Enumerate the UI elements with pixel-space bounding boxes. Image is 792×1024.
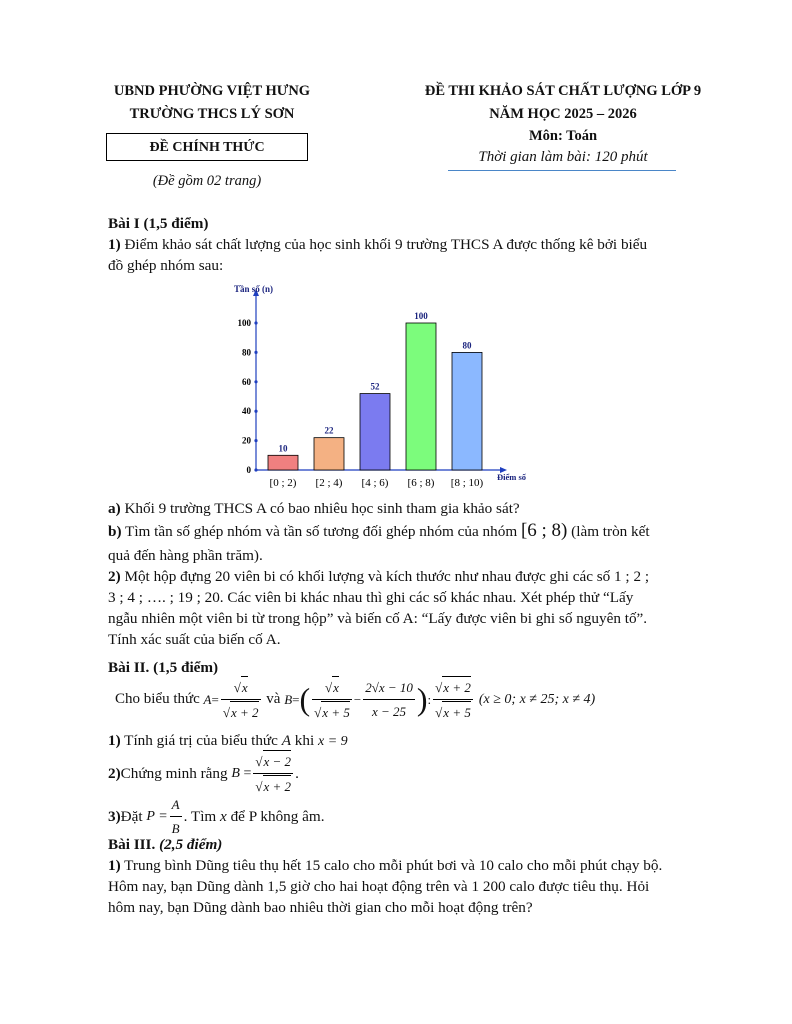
expr-A-num: x — [241, 676, 248, 698]
bar-0 — [268, 455, 298, 470]
bai2-q2-num: 2) — [108, 764, 121, 782]
header-rule — [448, 170, 676, 171]
bai2-and: và — [266, 690, 281, 707]
bai1-q2-text1: Một hộp đựng 20 viên bi có khối lượng và kích thước như nhau được ghi các số 1 ; 2 ; — [120, 568, 650, 585]
x-tick-label: [4 ; 6) — [361, 477, 389, 489]
bai2-q2-text: Chứng minh rằng — [120, 764, 228, 782]
bar-value-label: 52 — [370, 381, 380, 392]
expr-A-fraction — [221, 676, 261, 723]
bai1-a-label: a) — [108, 500, 121, 517]
expr-B2-num: 2√x − 10 — [363, 677, 415, 700]
bar-2 — [360, 394, 390, 470]
bai1-q1-num: 1) — [108, 236, 121, 253]
bai3-q1-line2: Hôm nay, bạn Dũng dành 1,5 giờ cho hai hoạt động trên và 1 200 calo được tiêu thụ. Hỏi — [108, 878, 650, 895]
bai3-q1-line1 — [108, 855, 700, 876]
expr-A-name: A — [203, 691, 212, 707]
x-tick-label: [6 ; 8) — [407, 477, 435, 489]
bai2-q2-fraction — [253, 750, 293, 797]
pages-note: (Đề gồm 02 trang) — [152, 173, 262, 189]
bai1-b — [108, 520, 700, 542]
bai1-q1-text1: Điểm khảo sát chất lượng của học sinh khối 9 trường THCS A được thống kê bởi biểu — [120, 236, 648, 253]
x-tick-label: [8 ; 10) — [450, 477, 484, 489]
expr-B-frac1 — [312, 676, 352, 723]
x-tick-label: [0 ; 2) — [269, 477, 297, 489]
bai2-q2-B: B — [231, 765, 240, 781]
bai1-a — [108, 498, 700, 519]
bai2-q2-num-expr: x − 2 — [263, 750, 292, 772]
bai1-a-text: Khối 9 trường THCS A có bao nhiêu học sinh tham gia khảo sát? — [120, 500, 520, 517]
y-tick-mark — [254, 468, 257, 471]
y-tick-label: 60 — [242, 376, 251, 387]
bai2-q1-when: khi — [294, 732, 315, 749]
bai3-q1-num: 1) — [108, 857, 121, 874]
bai1-q1-line2: đồ ghép nhóm sau: — [108, 257, 224, 274]
y-tick-mark — [254, 351, 257, 354]
bai2-q1-text: Tính giá trị của biểu thức — [120, 732, 278, 749]
bai1-q1-line1 — [108, 234, 700, 255]
expr-B2-den: x − 25 — [372, 703, 407, 719]
expr-B-frac2 — [363, 677, 415, 722]
bai2-q3-mid: . Tìm — [183, 807, 217, 825]
bai2-q1 — [108, 730, 700, 752]
bai2-q3-num: 3) — [108, 807, 121, 825]
expr-B1-num: x — [332, 676, 339, 698]
bai1-b-interval: [6 ; 8) — [520, 520, 568, 541]
y-tick-mark — [254, 380, 257, 383]
chart-bars — [268, 311, 484, 489]
bai2-q3-frac-den: B — [171, 820, 180, 836]
bai2-q3-fraction — [170, 794, 182, 839]
y-tick-mark — [254, 439, 257, 442]
bai1-title: Bài I (1,5 điểm) — [108, 215, 209, 232]
time-limit: Thời gian làm bài: 120 phút — [478, 149, 648, 165]
expr-B1-den: x + 5 — [321, 701, 350, 723]
y-tick-label: 100 — [237, 318, 251, 328]
bai2-q2: 2) Chứng minh rằng B = √ x − 2 √ x + 2 . — [108, 751, 700, 795]
bai2-condition: (x ≥ 0; x ≠ 25; x ≠ 4) — [478, 691, 596, 707]
bar-value-label: 100 — [414, 311, 428, 321]
bai2-expressions: Cho biểu thức A = √ x √ x + 2 và B = ( √ x √ x + 5 − $\frac{2√x - 10}{x - 25}$ ) : √ x + 2 √ x + 5 (x ≥ 0; x ≠ 25; x ≠ 4) — [115, 676, 707, 722]
grouped-bar-chart — [230, 280, 550, 496]
x-tick-label: [2 ; 4) — [315, 477, 343, 489]
bai3-title-line — [108, 834, 700, 855]
expr-B3-den: x + 5 — [442, 701, 471, 723]
bai2-q3-frac-num: A — [170, 794, 182, 817]
bai3-q1-text1: Trung bình Dũng tiêu thụ hết 15 calo cho mỗi phút bơi và 10 calo cho mỗi phút chạy bộ. — [120, 857, 663, 874]
bai1-q2-line3: ngẫu nhiên một viên bi từ trong hộp” và biến cố A: “Lấy được viên bi ghi số nguyên tố”. — [108, 610, 648, 627]
official-exam-box: ĐỀ CHÍNH THỨC — [106, 133, 308, 161]
bai1-q2-num: 2) — [108, 568, 121, 585]
bar-value-label: 80 — [462, 340, 472, 351]
bar-4 — [452, 352, 482, 470]
subject: Môn: Toán — [528, 128, 598, 144]
expr-B-frac3 — [433, 676, 473, 723]
bai1-b-label: b) — [108, 523, 122, 540]
bai1-q2-line2: 3 ; 4 ; …. ; 19 ; 20. Các viên bi khác nhau thì ghi các số khác nhau. Xét phép thử “Lấy — [108, 589, 634, 606]
bai2-q3-tail: để P không âm. — [230, 807, 325, 825]
bai2-q1-num: 1) — [108, 732, 121, 749]
bai2-q3-x: x — [220, 807, 227, 825]
bai1-b-tail: (làm tròn kết — [567, 523, 650, 540]
bai1-q2-line4: Tính xác suất của biến cố A. — [108, 631, 281, 648]
school-authority: UBND PHƯỜNG VIỆT HƯNG — [113, 83, 311, 99]
school-name: TRƯỜNG THCS LÝ SƠN — [129, 106, 295, 122]
bai1-q2-line1 — [108, 566, 700, 587]
bar-value-label: 22 — [324, 425, 334, 436]
bai2-q1-val: x = 9 — [318, 734, 348, 749]
bai2-q3 — [108, 796, 700, 836]
bar-value-label: 10 — [278, 443, 288, 454]
bar-1 — [314, 438, 344, 470]
bai2-intro: Cho biểu thức — [115, 690, 200, 707]
expr-B3-num: x + 2 — [442, 676, 471, 698]
y-tick-label: 0 — [246, 465, 251, 475]
expr-A-den: x + 2 — [230, 701, 259, 723]
bai2-q2-den-expr: x + 2 — [263, 775, 292, 797]
bai2-title: Bài II. (1,5 điểm) — [108, 659, 219, 676]
bai2-q1-A: A — [281, 732, 291, 749]
bai3-points: (2,5 điểm) — [159, 836, 223, 853]
y-tick-label: 20 — [242, 435, 251, 446]
y-tick-mark — [254, 321, 257, 324]
expr-B-name: B — [284, 691, 293, 707]
y-tick-label: 80 — [242, 347, 251, 358]
bai1-b-text: Tìm tần số ghép nhóm và tần số tương đối ghép nhóm của nhóm — [121, 523, 518, 540]
y-tick-label: 40 — [242, 406, 251, 417]
exam-title: ĐỀ THI KHẢO SÁT CHẤT LƯỢNG LỚP 9 — [424, 83, 702, 99]
x-axis-label: Điểm số — [497, 472, 527, 482]
bar-3 — [406, 323, 436, 470]
y-axis-label: Tần số (n) — [234, 284, 274, 294]
bai1-b-line2: quả đến hàng phần trăm). — [108, 547, 263, 564]
school-year: NĂM HỌC 2025 – 2026 — [489, 106, 637, 122]
bai2-q3-P: P = — [146, 808, 168, 824]
y-tick-mark — [254, 410, 257, 413]
bai3-q1-line3: hôm nay, bạn Dũng dành bao nhiêu thời gian cho mỗi hoạt động trên? — [108, 899, 533, 916]
bai2-q3-text: Đặt — [120, 807, 143, 825]
bai3-title: Bài III. — [108, 836, 156, 853]
